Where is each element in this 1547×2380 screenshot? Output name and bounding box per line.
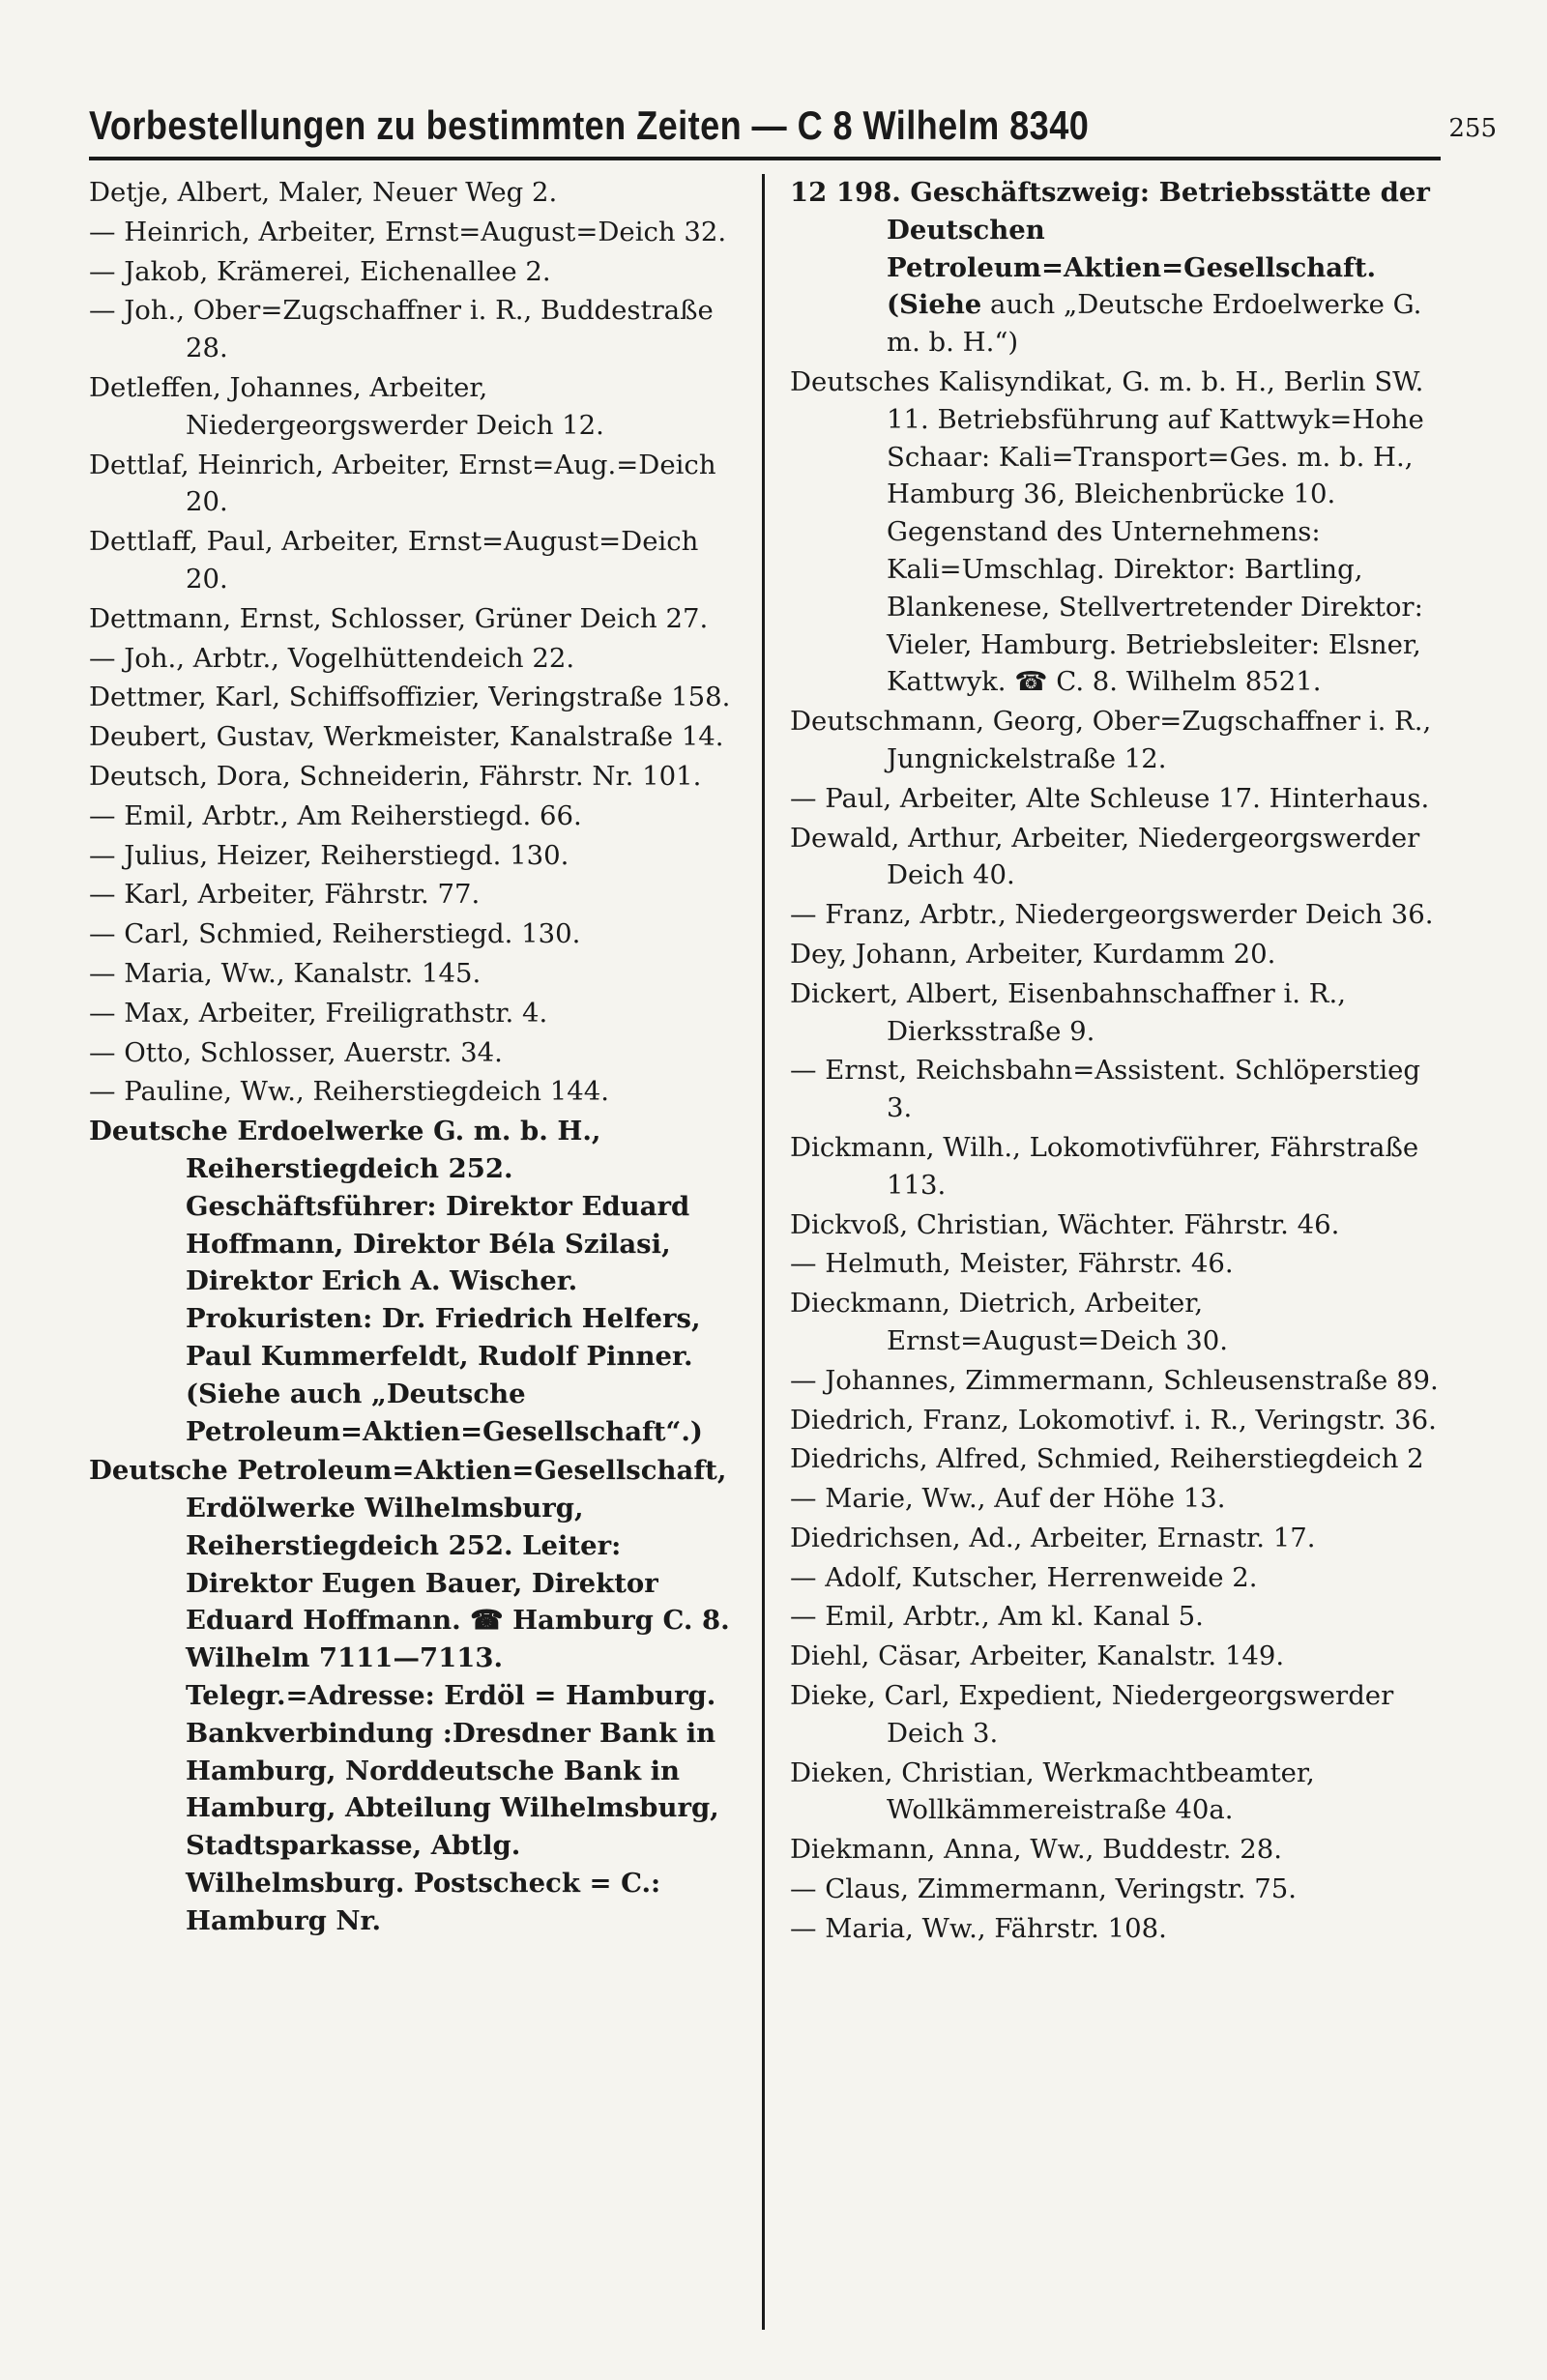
- right-column: [765, 174, 1441, 2330]
- page-number: 255: [1448, 114, 1497, 143]
- directory-entry: Dieke, Carl, Expedient, Niedergeorgswerder Deich 3.: [790, 1680, 1402, 1749]
- directory-entry: — Emil, Arbtr., Am Reiherstiegd. 66.: [89, 799, 582, 831]
- directory-entry: Dey, Johann, Arbeiter, Kurdamm 20.: [790, 938, 1276, 970]
- header-title: Vorbestellungen zu bestimmten Zeiten — C 8 Wilhelm 8340: [89, 102, 1090, 148]
- directory-entry: Deutsche Erdoelwerke G. m. b. H., Reiherstiegdeich 252. Geschäftsführer: Direktor Eduard Hoffmann, Direktor Béla Szilasi, Direktor Erich A. Wischer. Prokuristen: Dr. Friedrich Helfers, Paul Kummerfeldt, Rudolf Pinner. (Siehe auch „Deutsche Petroleum=Aktien=Gesellschaft“.): [89, 1116, 711, 1447]
- directory-entry: — Maria, Ww., Kanalstr. 145.: [89, 957, 482, 989]
- directory-entry: Diedrichs, Alfred, Schmied, Reiherstiegdeich 2: [790, 1443, 1424, 1475]
- directory-entry: — Marie, Ww., Auf der Höhe 13.: [790, 1483, 1226, 1515]
- entry-lead: 12 198. Geschäftszweig: Betriebsstätte der Deutschen Petroleum=Aktien=Gesellschaft. (Siehe: [790, 177, 1440, 321]
- directory-entry: Dickert, Albert, Eisenbahnschaffner i. R., Dierksstraße 9.: [790, 977, 1355, 1047]
- directory-entry: [790, 174, 1441, 362]
- directory-entry: — Paul, Arbeiter, Alte Schleuse 17. Hinterhaus.: [790, 782, 1430, 814]
- directory-entry: — Jakob, Krämerei, Eichenallee 2.: [89, 255, 551, 287]
- directory-entry: Diehl, Cäsar, Arbeiter, Kanalstr. 149.: [790, 1640, 1285, 1672]
- directory-entry: — Heinrich, Arbeiter, Ernst=August=Deich 32.: [89, 216, 727, 247]
- directory-entry: Dickvoß, Christian, Wächter. Fährstr. 46.: [790, 1208, 1340, 1240]
- directory-entry: — Karl, Arbeiter, Fährstr. 77.: [89, 879, 481, 911]
- directory-entry: Dettlaf, Heinrich, Arbeiter, Ernst=Aug.=Deich 20.: [89, 449, 725, 518]
- directory-entry: Dieken, Christian, Werkmachtbeamter, Wollkämmereistraße 40a.: [790, 1756, 1324, 1826]
- directory-entry: Deubert, Gustav, Werkmeister, Kanalstraße 14.: [89, 721, 724, 753]
- directory-entry: Detleffen, Johannes, Arbeiter, Niedergeorgswerder Deich 12.: [89, 371, 604, 441]
- directory-entry: — Emil, Arbtr., Am kl. Kanal 5.: [790, 1601, 1204, 1633]
- left-column: [89, 174, 765, 2330]
- directory-entry: — Pauline, Ww., Reiherstiegdeich 144.: [89, 1076, 609, 1108]
- directory-entry: Deutschmann, Georg, Ober=Zugschaffner i. R., Jungnickelstraße 12.: [790, 706, 1440, 774]
- directory-entry: Dettlaff, Paul, Arbeiter, Ernst=August=Deich 20.: [89, 526, 708, 595]
- directory-entry: — Claus, Zimmermann, Veringstr. 75.: [790, 1873, 1298, 1905]
- columns: [89, 174, 1441, 2330]
- directory-entry: Diekmann, Anna, Ww., Buddestr. 28.: [790, 1834, 1282, 1866]
- directory-entry: — Ernst, Reichsbahn=Assistent. Schlöperstieg 3.: [790, 1055, 1429, 1124]
- directory-entry: — Julius, Heizer, Reiherstiegd. 130.: [89, 839, 569, 871]
- directory-entry: — Max, Arbeiter, Freiligrathstr. 4.: [89, 997, 548, 1029]
- page-header: [89, 70, 1497, 160]
- directory-entry: — Helmuth, Meister, Fährstr. 46.: [790, 1248, 1234, 1280]
- directory-entry: Dickmann, Wilh., Lokomotivführer, Fährstraße 113.: [790, 1131, 1427, 1201]
- directory-entry: Deutsche Petroleum=Aktien=Gesellschaft, Erdölwerke Wilhelmsburg, Reiherstiegdeich 252. Leiter: Direktor Eugen Bauer, Direktor Eduard Hoffmann. ☎ Hamburg C. 8. Wilhelm 7111—7113. Telegr.=Adresse: Erdöl = Hamburg. Bankverbindung :Dresdner Bank in Hamburg, Norddeutsche Bank in Hamburg, Abteilung Wilhelmsburg, Stadtsparkasse, Abtlg. Wilhelmsburg. Postscheck = C.: Hamburg Nr.: [89, 1455, 740, 1936]
- directory-entry: Deutsch, Dora, Schneiderin, Fährstr. Nr. 101.: [89, 760, 702, 792]
- directory-entry: Dettmann, Ernst, Schlosser, Grüner Deich 27.: [89, 602, 709, 634]
- directory-entry: Diedrichsen, Ad., Arbeiter, Ernastr. 17.: [790, 1522, 1316, 1553]
- directory-entry: Dieckmann, Dietrich, Arbeiter, Ernst=August=Deich 30.: [790, 1288, 1228, 1356]
- directory-entry: Detje, Albert, Maler, Neuer Weg 2.: [89, 177, 558, 208]
- directory-entry: — Joh., Arbtr., Vogelhüttendeich 22.: [89, 642, 575, 674]
- directory-entry: — Joh., Ober=Zugschaffner i. R., Buddestraße 28.: [89, 295, 722, 364]
- directory-entry: — Adolf, Kutscher, Herrenweide 2.: [790, 1561, 1258, 1593]
- entry-text: auch „Deutsche Erdoelwerke G. m. b. H.“): [887, 289, 1431, 359]
- directory-entry: — Carl, Schmied, Reiherstiegd. 130.: [89, 918, 581, 950]
- directory-entry: Deutsches Kalisyndikat, G. m. b. H., Berlin SW. 11. Betriebsführung auf Kattwyk=Hohe Schaar: Kali=Transport=Ges. m. b. H., Hamburg 36, Bleichenbrücke 10. Gegenstand des Unternehmens: Kali=Umschlag. Direktor: Bartling, Blankenese, Stellvertretender Direktor: Vieler, Hamburg. Betriebsleiter: Elsner, Kattwyk. ☎ C. 8. Wilhelm 8521.: [790, 365, 1433, 698]
- directory-entry: — Franz, Arbtr., Niedergeorgswerder Deich 36.: [790, 899, 1434, 931]
- directory-entry: Dewald, Arthur, Arbeiter, Niedergeorgswerder Deich 40.: [790, 822, 1429, 891]
- directory-entry: — Otto, Schlosser, Auerstr. 34.: [89, 1036, 503, 1068]
- directory-entry: Diedrich, Franz, Lokomotivf. i. R., Veringstr. 36.: [790, 1404, 1437, 1436]
- directory-entry: — Johannes, Zimmermann, Schleusenstraße 89.: [790, 1364, 1439, 1396]
- directory-entry: — Maria, Ww., Fährstr. 108.: [790, 1912, 1167, 1944]
- directory-entry: Dettmer, Karl, Schiffsoffizier, Veringstraße 158.: [89, 682, 731, 713]
